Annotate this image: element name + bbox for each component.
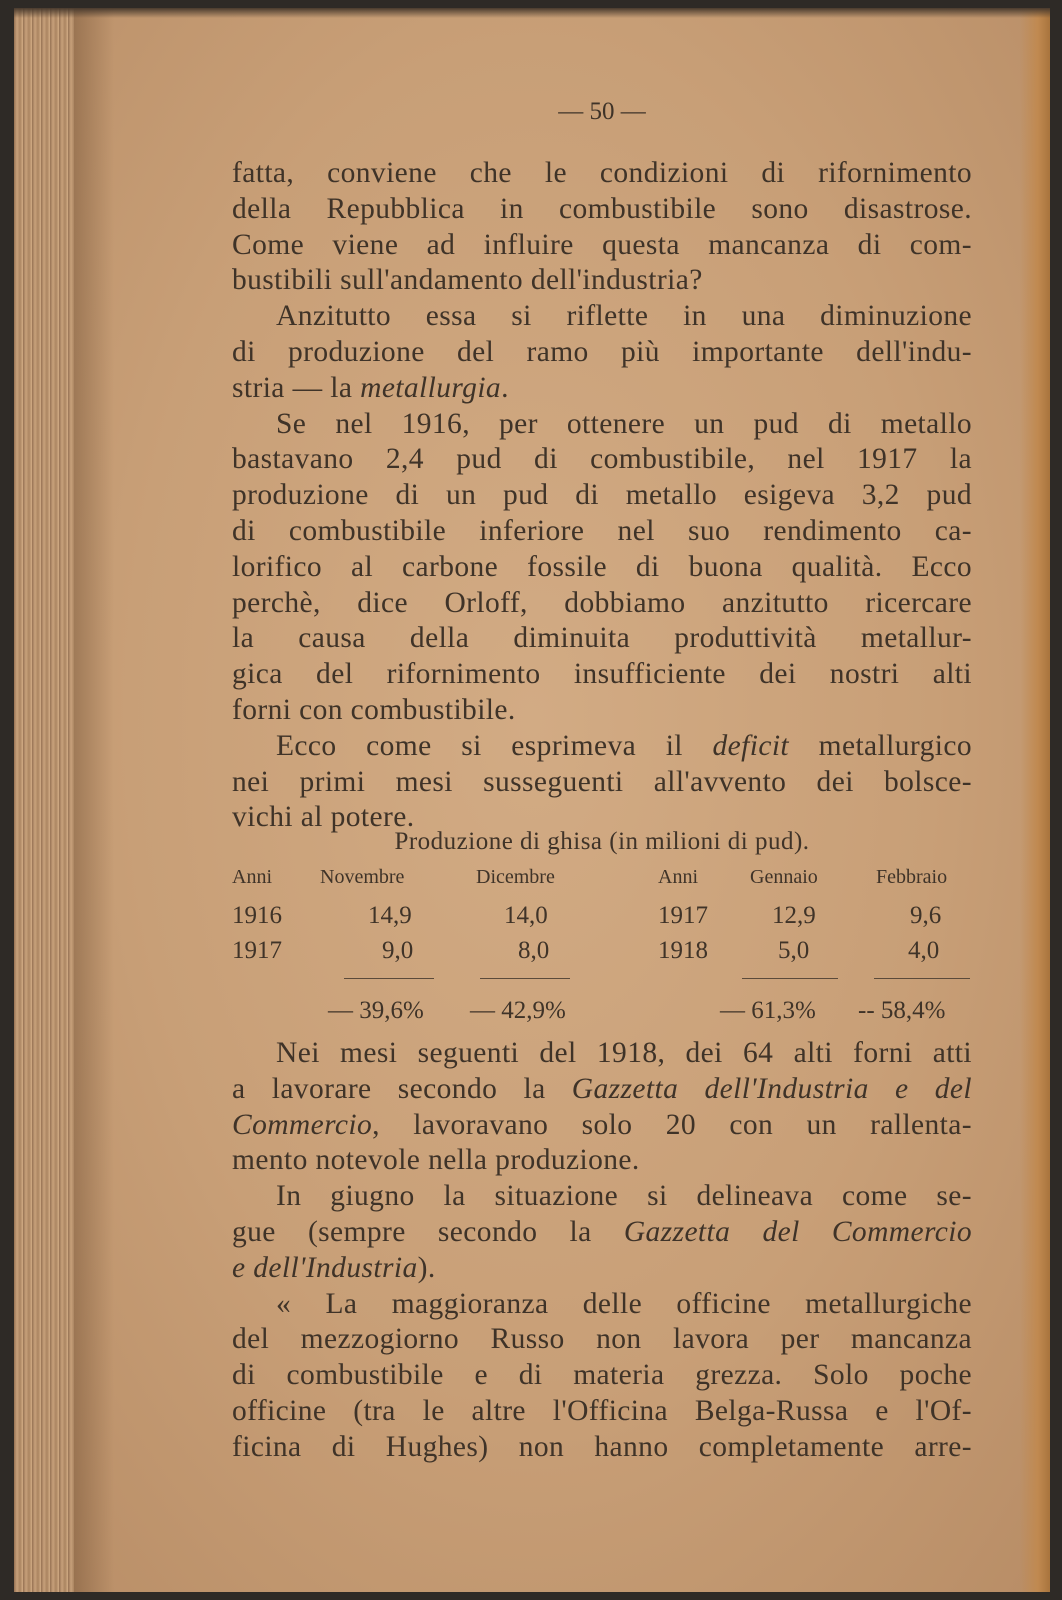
table-cell: 14,0	[504, 902, 548, 929]
table-cell: 5,0	[778, 937, 810, 964]
text-block-bottom	[232, 1036, 972, 1466]
text-line: di produzione del ramo più importante dell'indu-	[232, 335, 972, 368]
text-line: In giugno la situazione si delineava come se-	[276, 1180, 972, 1213]
text-line: la causa della diminuita produttività metallur-	[232, 622, 972, 655]
gutter-shadow	[74, 8, 114, 1592]
table-cell: 1917	[658, 902, 708, 929]
text-line: Se nel 1916, per ottenere un pud di metallo	[276, 407, 972, 440]
change-value: — 42,9%	[470, 997, 566, 1024]
text-span: Ecco come si esprimeva il	[276, 729, 713, 762]
table-cell: 8,0	[518, 937, 550, 964]
text-line: Nei mesi seguenti del 1918, dei 64 alti forni atti	[276, 1037, 972, 1069]
text-line: bastavano 2,4 pud di combustibile, nel 1917 la	[232, 443, 972, 476]
text-line	[232, 1072, 972, 1108]
page-edge	[1020, 8, 1050, 1592]
text-line: forni con combustibile.	[232, 693, 516, 726]
text-line: ficina di Hughes) non hanno completamente arre-	[232, 1430, 972, 1463]
paragraph-deficit	[232, 729, 972, 836]
text-line	[232, 371, 972, 407]
paragraph-gazzetta	[232, 1036, 972, 1179]
text-line: bustibili sull'andamento dell'industria?	[232, 264, 703, 297]
text-span: ).	[417, 1251, 436, 1284]
text-line: Anzitutto essa si riflette in una diminuzione	[276, 300, 972, 333]
italic-term: Gazzetta del Commercio	[623, 1215, 972, 1248]
text-line: del mezzogiorno Russo non lavora per mancanza	[232, 1323, 972, 1356]
top-edge	[14, 8, 1050, 18]
italic-term: deficit	[712, 729, 790, 762]
text-line: lorifico al carbone fossile di buona qualità. Ecco	[232, 550, 972, 583]
text-block-top	[232, 156, 972, 836]
page-number: — 50 —	[558, 98, 646, 125]
paragraph-quote	[232, 1287, 972, 1466]
table-cell: 12,9	[772, 902, 816, 929]
text-line: nei primi mesi susseguenti all'avvento dei bolsce-	[232, 765, 972, 798]
text-line	[232, 1108, 972, 1144]
text-line: perchè, dice Orloff, dobbiamo anzitutto ricercare	[232, 586, 972, 619]
table-title: Produzione di ghisa (in milioni di pud).	[394, 828, 810, 855]
italic-term: e dell'Industria	[232, 1251, 418, 1284]
table-header: Novembre	[320, 866, 405, 888]
table-rule	[742, 978, 838, 979]
paragraph-supply	[232, 156, 972, 299]
text-line: della Repubblica in combustibile sono disastrose.	[232, 192, 972, 225]
table-header: Febbraio	[876, 866, 948, 888]
paragraph-reduction	[232, 299, 972, 406]
text-line: mento notevole nella produzione.	[232, 1144, 640, 1177]
italic-term: Commercio	[232, 1108, 373, 1141]
text-span: metallurgico	[789, 729, 972, 762]
table-cell: 1916	[232, 902, 282, 929]
table-header: Dicembre	[476, 866, 555, 888]
table-rule	[344, 978, 434, 979]
text-span: gue (sempre secondo la	[232, 1215, 624, 1248]
table-rule	[480, 978, 570, 979]
table-cell: 4,0	[908, 937, 940, 964]
change-value: -- 58,4%	[858, 997, 946, 1024]
text-line	[232, 1215, 972, 1251]
text-line: di combustibile e di materia grezza. Solo poche	[232, 1359, 972, 1392]
italic-term: Gazzetta dell'Industria e del	[571, 1072, 972, 1105]
text-line	[232, 1251, 972, 1287]
table-cell: 1918	[658, 937, 708, 964]
text-line: officine (tra le altre l'Officina Belga-Russa e l'Of-	[232, 1394, 972, 1427]
text-span: .	[501, 371, 509, 404]
table-rule	[874, 978, 970, 979]
text-line: « La maggioranza delle officine metallurgiche	[276, 1287, 972, 1320]
text-line: gica del rifornimento insufficiente dei nostri alti	[232, 658, 972, 691]
table-cell: 9,6	[910, 902, 942, 929]
table-header: Anni	[232, 866, 272, 888]
text-span: , lavoravano solo 20 con un rallenta-	[372, 1108, 972, 1141]
text-line: fatta, conviene che le condizioni di rifornimento	[232, 157, 972, 189]
text-line: vichi al potere.	[232, 801, 415, 834]
table-header: Anni	[658, 866, 698, 888]
text-span: a lavorare secondo la	[232, 1072, 572, 1105]
italic-term: metallurgia	[360, 371, 502, 404]
table-cell: 9,0	[382, 937, 414, 964]
page-binding	[14, 8, 74, 1592]
change-value: — 61,3%	[720, 997, 816, 1024]
text-line: Come viene ad influire questa mancanza di com-	[232, 228, 972, 261]
table-header: Gennaio	[750, 866, 818, 888]
change-value: — 39,6%	[328, 997, 424, 1024]
table-cell: 14,9	[368, 902, 412, 929]
table-cell: 1917	[232, 937, 282, 964]
text-line: produzione di un pud di metallo esigeva 3,2 pud	[232, 479, 972, 512]
paragraph-giugno	[232, 1179, 972, 1286]
text-line: di combustibile inferiore nel suo rendimento ca-	[232, 514, 972, 547]
text-line	[232, 729, 972, 765]
text-span: stria — la	[232, 371, 361, 404]
paragraph-1916	[232, 407, 972, 729]
